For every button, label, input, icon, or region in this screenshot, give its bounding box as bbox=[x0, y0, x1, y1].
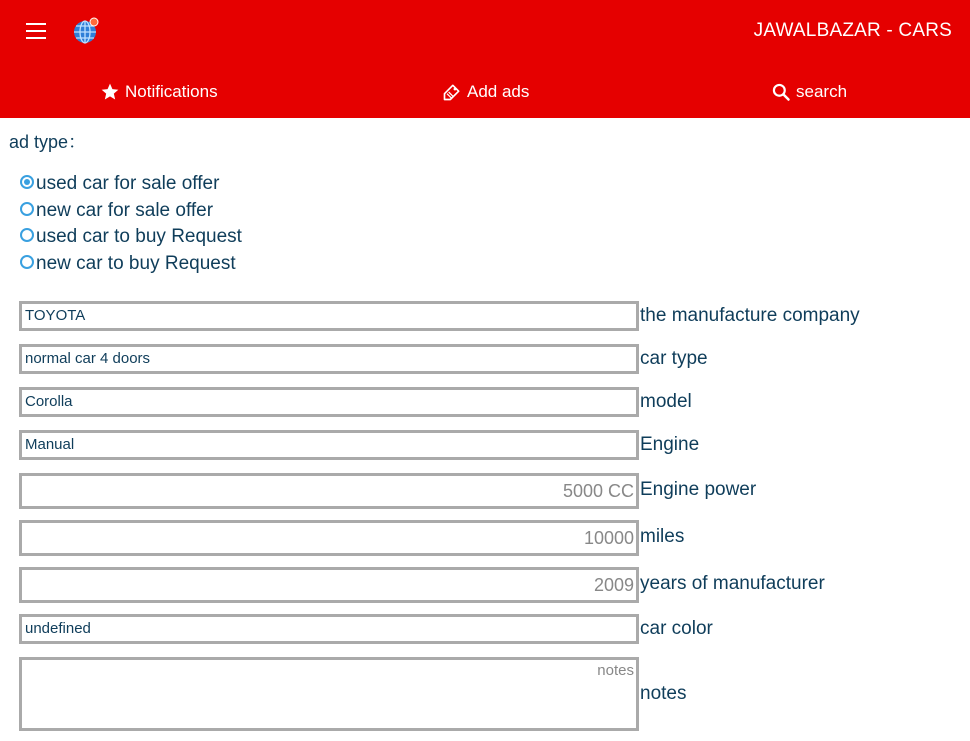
radio-used-car-buy[interactable] bbox=[20, 226, 242, 253]
nav-search[interactable] bbox=[771, 78, 847, 106]
nav-add-ads[interactable] bbox=[442, 78, 529, 106]
ad-type-label: ad type： bbox=[9, 132, 87, 152]
star-icon bbox=[100, 82, 120, 102]
notes-textarea[interactable]: notes bbox=[19, 657, 639, 731]
radio-label[interactable]: used car for sale offer bbox=[36, 173, 220, 194]
miles-input[interactable]: 10000 bbox=[19, 520, 639, 556]
radio-label[interactable]: used car to buy Request bbox=[36, 226, 242, 248]
year-label: years of manufacturer bbox=[640, 573, 825, 594]
search-icon bbox=[771, 82, 791, 102]
radio-used-car-sale[interactable] bbox=[20, 173, 242, 200]
radio-label[interactable]: new car to buy Request bbox=[36, 253, 236, 275]
model-input[interactable]: Corolla bbox=[19, 387, 639, 417]
miles-label: miles bbox=[640, 526, 685, 547]
radio-new-car-sale[interactable] bbox=[20, 200, 242, 227]
radio-unselected-icon[interactable] bbox=[20, 255, 34, 269]
notes-label: notes bbox=[640, 683, 687, 704]
color-input[interactable]: undefined bbox=[19, 614, 639, 644]
globe-icon[interactable] bbox=[72, 17, 100, 45]
manufacturer-label: the manufacture company bbox=[640, 305, 860, 326]
radio-new-car-buy[interactable] bbox=[20, 253, 242, 280]
top-nav bbox=[0, 72, 970, 112]
ad-type-radio-group bbox=[20, 173, 242, 280]
engine-power-input[interactable]: 5000 CC bbox=[19, 473, 639, 509]
app-title: JAWALBAZAR - CARS bbox=[753, 20, 952, 41]
engine-power-label: Engine power bbox=[640, 479, 757, 500]
engine-label: Engine bbox=[640, 434, 700, 455]
nav-notifications-label: Notifications bbox=[125, 82, 218, 101]
car-type-input[interactable]: normal car 4 doors bbox=[19, 344, 639, 374]
manufacturer-input[interactable]: TOYOTA bbox=[19, 301, 639, 331]
radio-selected-icon[interactable] bbox=[20, 175, 34, 189]
car-type-label: car type bbox=[640, 348, 708, 369]
app-header bbox=[0, 0, 970, 118]
tag-icon bbox=[442, 82, 462, 102]
model-label: model bbox=[640, 391, 692, 412]
engine-input[interactable]: Manual bbox=[19, 430, 639, 460]
nav-add-ads-label: Add ads bbox=[467, 82, 530, 101]
radio-unselected-icon[interactable] bbox=[20, 228, 34, 242]
color-label: car color bbox=[640, 618, 713, 639]
nav-notifications[interactable] bbox=[100, 78, 218, 106]
nav-search-label: search bbox=[796, 82, 848, 101]
hamburger-menu-icon[interactable] bbox=[24, 20, 48, 42]
radio-label[interactable]: new car for sale offer bbox=[36, 199, 214, 221]
year-input[interactable]: 2009 bbox=[19, 567, 639, 603]
radio-unselected-icon[interactable] bbox=[20, 202, 34, 216]
